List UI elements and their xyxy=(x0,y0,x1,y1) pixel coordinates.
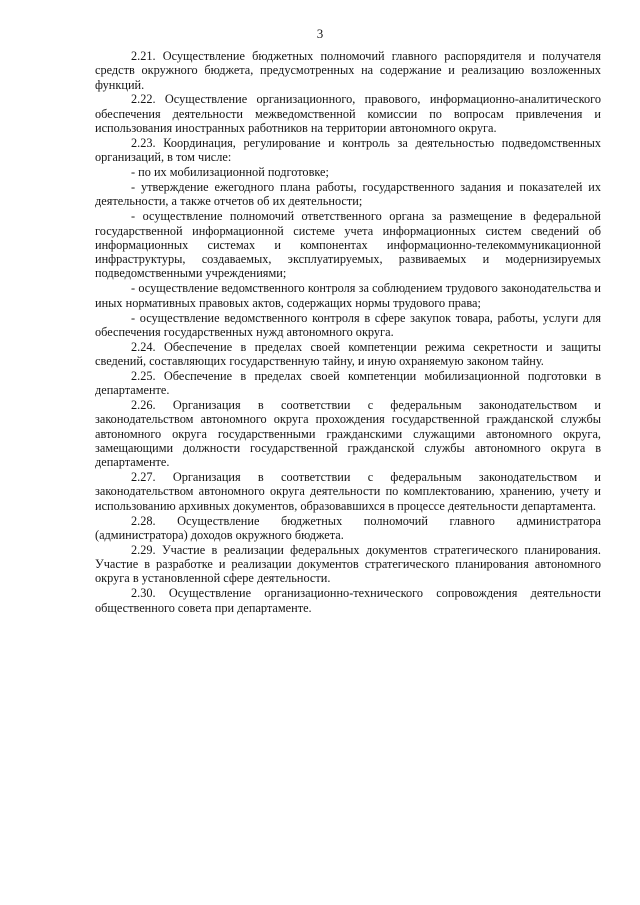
list-item-procurement-control: - осуществление ведомственного контроля в сфере закупок товара, работы, услуги для обеспечения государственных нужд автономного округа. xyxy=(95,310,601,339)
paragraph-2-24: 2.24. Обеспечение в пределах своей компетенции режима секретности и защиты сведений, составляющих государственную тайну, и иную охраняемую законом тайну. xyxy=(95,339,601,368)
paragraph-2-27: 2.27. Организация в соответствии с федеральным законодательством и законодательством автономного округа деятельности по комплектованию, хранению, учету и использованию архивных документов, образовавшихся в процессе деятельности департамента. xyxy=(95,470,601,513)
list-item-labor-control: - осуществление ведомственного контроля за соблюдением трудового законодательства и иных нормативных правовых актов, содержащих нормы трудового права; xyxy=(95,281,601,310)
paragraph-2-30: 2.30. Осуществление организационно-технического сопровождения деятельности общественного совета при департаменте. xyxy=(95,586,601,615)
paragraph-2-28: 2.28. Осуществление бюджетных полномочий главного администратора (администратора) доходов окружного бюджета. xyxy=(95,513,601,542)
paragraph-2-23: 2.23. Координация, регулирование и контроль за деятельностью подведомственных организаций, в том числе: xyxy=(95,135,601,165)
paragraph-2-25: 2.25. Обеспечение в пределах своей компетенции мобилизационной подготовки в департаменте. xyxy=(95,368,601,398)
list-item-mobilization: - по их мобилизационной подготовке; xyxy=(131,165,329,180)
paragraph-2-29: 2.29. Участие в реализации федеральных документов стратегического планирования. Участие в разработке и реализации документов стратегического планирования автономного округа в установленной сфере деятельности. xyxy=(95,542,601,586)
paragraph-2-21: 2.21. Осуществление бюджетных полномочий главного распорядителя и получателя средств окружного бюджета, предусмотренных на содержание и реализацию возложенных функций. xyxy=(95,49,601,92)
list-item-information-systems: - осуществление полномочий ответственного органа за размещение в федеральной государственной информационной системе учета информационных систем сведений об информационных системах и компонентах информационно-телекоммуникационной инфраструктуры, создаваемых, эксплуатируемых, развиваемых и модернизируемых подведомственными учреждениями; xyxy=(95,209,601,281)
document-body xyxy=(95,49,601,615)
paragraph-2-26: 2.26. Организация в соответствии с федеральным законодательством и законодательством автономного округа прохождения государственной гражданской службы автономного округа государственными гражданскими служащими автономного округа, замещающими должности государственной гражданской службы автономного округа в департаменте. xyxy=(95,398,601,470)
list-item-annual-plan: - утверждение ежегодного плана работы, государственного задания и показателей их деятельности, а также отчетов об их деятельности; xyxy=(95,180,601,209)
paragraph-2-22: 2.22. Осуществление организационного, правового, информационно-аналитического обеспечения деятельности межведомственной комиссии по вопросам привлечения и использования иностранных работников на территории автономного округа. xyxy=(95,92,601,136)
page-number: 3 xyxy=(316,26,324,41)
